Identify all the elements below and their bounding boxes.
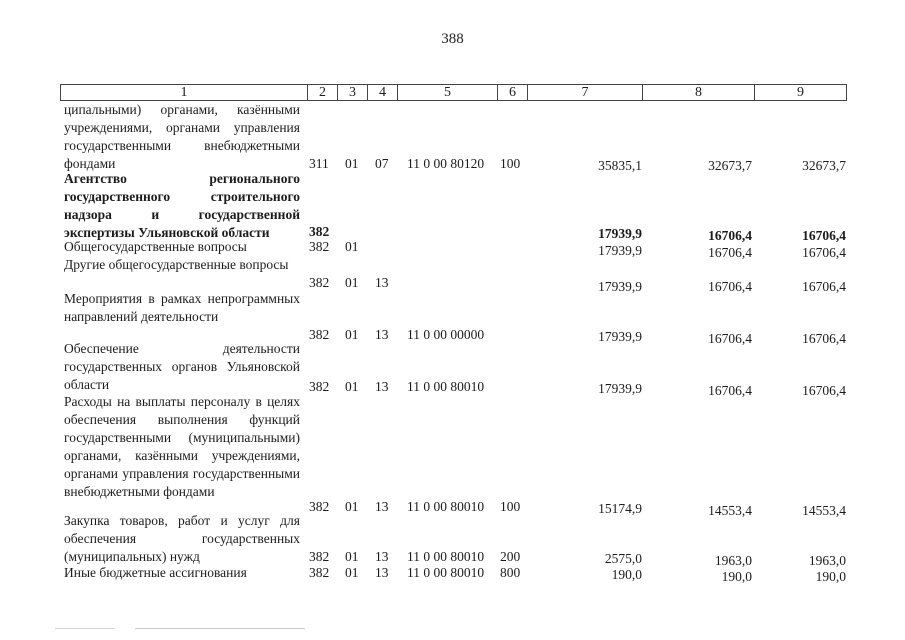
row-grbs: 311 xyxy=(309,156,329,171)
row-value-col7: 15174,9 xyxy=(598,501,642,516)
row-value-col8: 16706,4 xyxy=(708,279,752,294)
row-target-article: 11 0 00 80010 xyxy=(407,565,485,580)
row-value-col7: 17939,9 xyxy=(598,329,642,344)
row-name: Агентство регионального государственного строительного надзора и государственной экспертизы Ульяновской области xyxy=(64,171,300,240)
row-name: Иные бюджетные ассигнования xyxy=(64,565,247,580)
row-subsection: 13 xyxy=(375,275,389,290)
row-value-col8: 32673,7 xyxy=(708,158,752,173)
row-target-article: 11 0 00 80010 xyxy=(407,379,485,394)
row-target-article: 11 0 00 80120 xyxy=(407,156,485,171)
header-col-8: 8 xyxy=(642,84,754,101)
row-subsection: 13 xyxy=(375,499,389,514)
row-target-article: 11 0 00 80010 xyxy=(407,499,485,514)
row-section: 01 xyxy=(345,275,359,290)
row-subsection: 13 xyxy=(375,565,389,580)
row-value-col7: 17939,9 xyxy=(598,381,642,396)
row-value-col8: 16706,4 xyxy=(708,245,752,260)
row-grbs: 382 xyxy=(309,239,330,254)
row-section: 01 xyxy=(345,565,359,580)
scan-artifact-line xyxy=(135,628,305,629)
row-value-col8: 16706,4 xyxy=(708,228,752,243)
header-col-5: 5 xyxy=(397,84,497,101)
row-expense-type: 200 xyxy=(500,549,521,564)
row-value-col9: 16706,4 xyxy=(802,383,846,398)
row-section: 01 xyxy=(345,156,359,171)
row-expense-type: 800 xyxy=(500,565,521,580)
row-subsection: 13 xyxy=(375,379,389,394)
header-col-1: 1 xyxy=(60,84,307,101)
row-value-col8: 16706,4 xyxy=(708,383,752,398)
row-section: 01 xyxy=(345,499,359,514)
header-col-2: 2 xyxy=(307,84,337,101)
row-value-col7: 190,0 xyxy=(611,567,642,582)
row-section: 01 xyxy=(345,549,359,564)
row-expense-type: 100 xyxy=(500,156,521,171)
header-col-7: 7 xyxy=(527,84,642,101)
row-name: Обеспечение деятельности государственных органов Ульяновской области xyxy=(64,341,300,392)
row-value-col9: 16706,4 xyxy=(802,228,846,243)
row-target-article: 11 0 00 00000 xyxy=(407,327,485,342)
row-expense-type: 100 xyxy=(500,499,521,514)
row-value-col9: 32673,7 xyxy=(802,158,846,173)
row-value-col9: 190,0 xyxy=(815,569,846,584)
row-name: ципальными) органами, казёнными учреждениями, органами управления государственными внебюджетными фондами xyxy=(64,102,300,171)
row-section: 01 xyxy=(345,379,359,394)
row-value-col9: 16706,4 xyxy=(802,279,846,294)
row-value-col7: 17939,9 xyxy=(598,226,642,241)
row-subsection: 07 xyxy=(375,156,389,171)
row-name: Мероприятия в рамках непрограммных направлений деятельности xyxy=(64,291,300,324)
row-grbs: 382 xyxy=(309,379,330,394)
header-col-9: 9 xyxy=(754,84,847,101)
row-value-col9: 14553,4 xyxy=(802,503,846,518)
row-name: Расходы на выплаты персоналу в целях обеспечения выполнения функций государственными (муниципальными) органами, казёнными учреждениями, органами управления государственными внебюджетными фондами xyxy=(64,394,300,499)
page-number: 388 xyxy=(441,31,464,47)
row-section: 01 xyxy=(345,239,359,254)
row-value-col8: 1963,0 xyxy=(714,553,752,568)
header-col-6: 6 xyxy=(497,84,527,101)
row-grbs: 382 xyxy=(309,224,330,239)
row-value-col8: 190,0 xyxy=(721,569,752,584)
row-value-col9: 1963,0 xyxy=(808,553,846,568)
row-grbs: 382 xyxy=(309,549,330,564)
row-name: Общегосударственные вопросы xyxy=(64,239,247,254)
row-grbs: 382 xyxy=(309,565,330,580)
header-col-4: 4 xyxy=(367,84,397,101)
row-name: Другие общегосударственные вопросы xyxy=(64,257,289,272)
row-target-article: 11 0 00 80010 xyxy=(407,549,485,564)
row-grbs: 382 xyxy=(309,499,330,514)
row-value-col7: 17939,9 xyxy=(598,279,642,294)
row-subsection: 13 xyxy=(375,327,389,342)
row-value-col7: 35835,1 xyxy=(598,158,642,173)
row-grbs: 382 xyxy=(309,327,330,342)
row-value-col7: 2575,0 xyxy=(604,551,642,566)
row-subsection: 13 xyxy=(375,549,389,564)
row-section: 01 xyxy=(345,327,359,342)
row-value-col9: 16706,4 xyxy=(802,245,846,260)
row-value-col8: 14553,4 xyxy=(708,503,752,518)
header-col-3: 3 xyxy=(337,84,367,101)
scan-artifact-line xyxy=(55,628,115,629)
row-value-col9: 16706,4 xyxy=(802,331,846,346)
row-grbs: 382 xyxy=(309,275,330,290)
row-value-col8: 16706,4 xyxy=(708,331,752,346)
row-name: Закупка товаров, работ и услуг для обеспечения государственных (муниципальных) нужд xyxy=(64,513,300,564)
row-value-col7: 17939,9 xyxy=(598,243,642,258)
